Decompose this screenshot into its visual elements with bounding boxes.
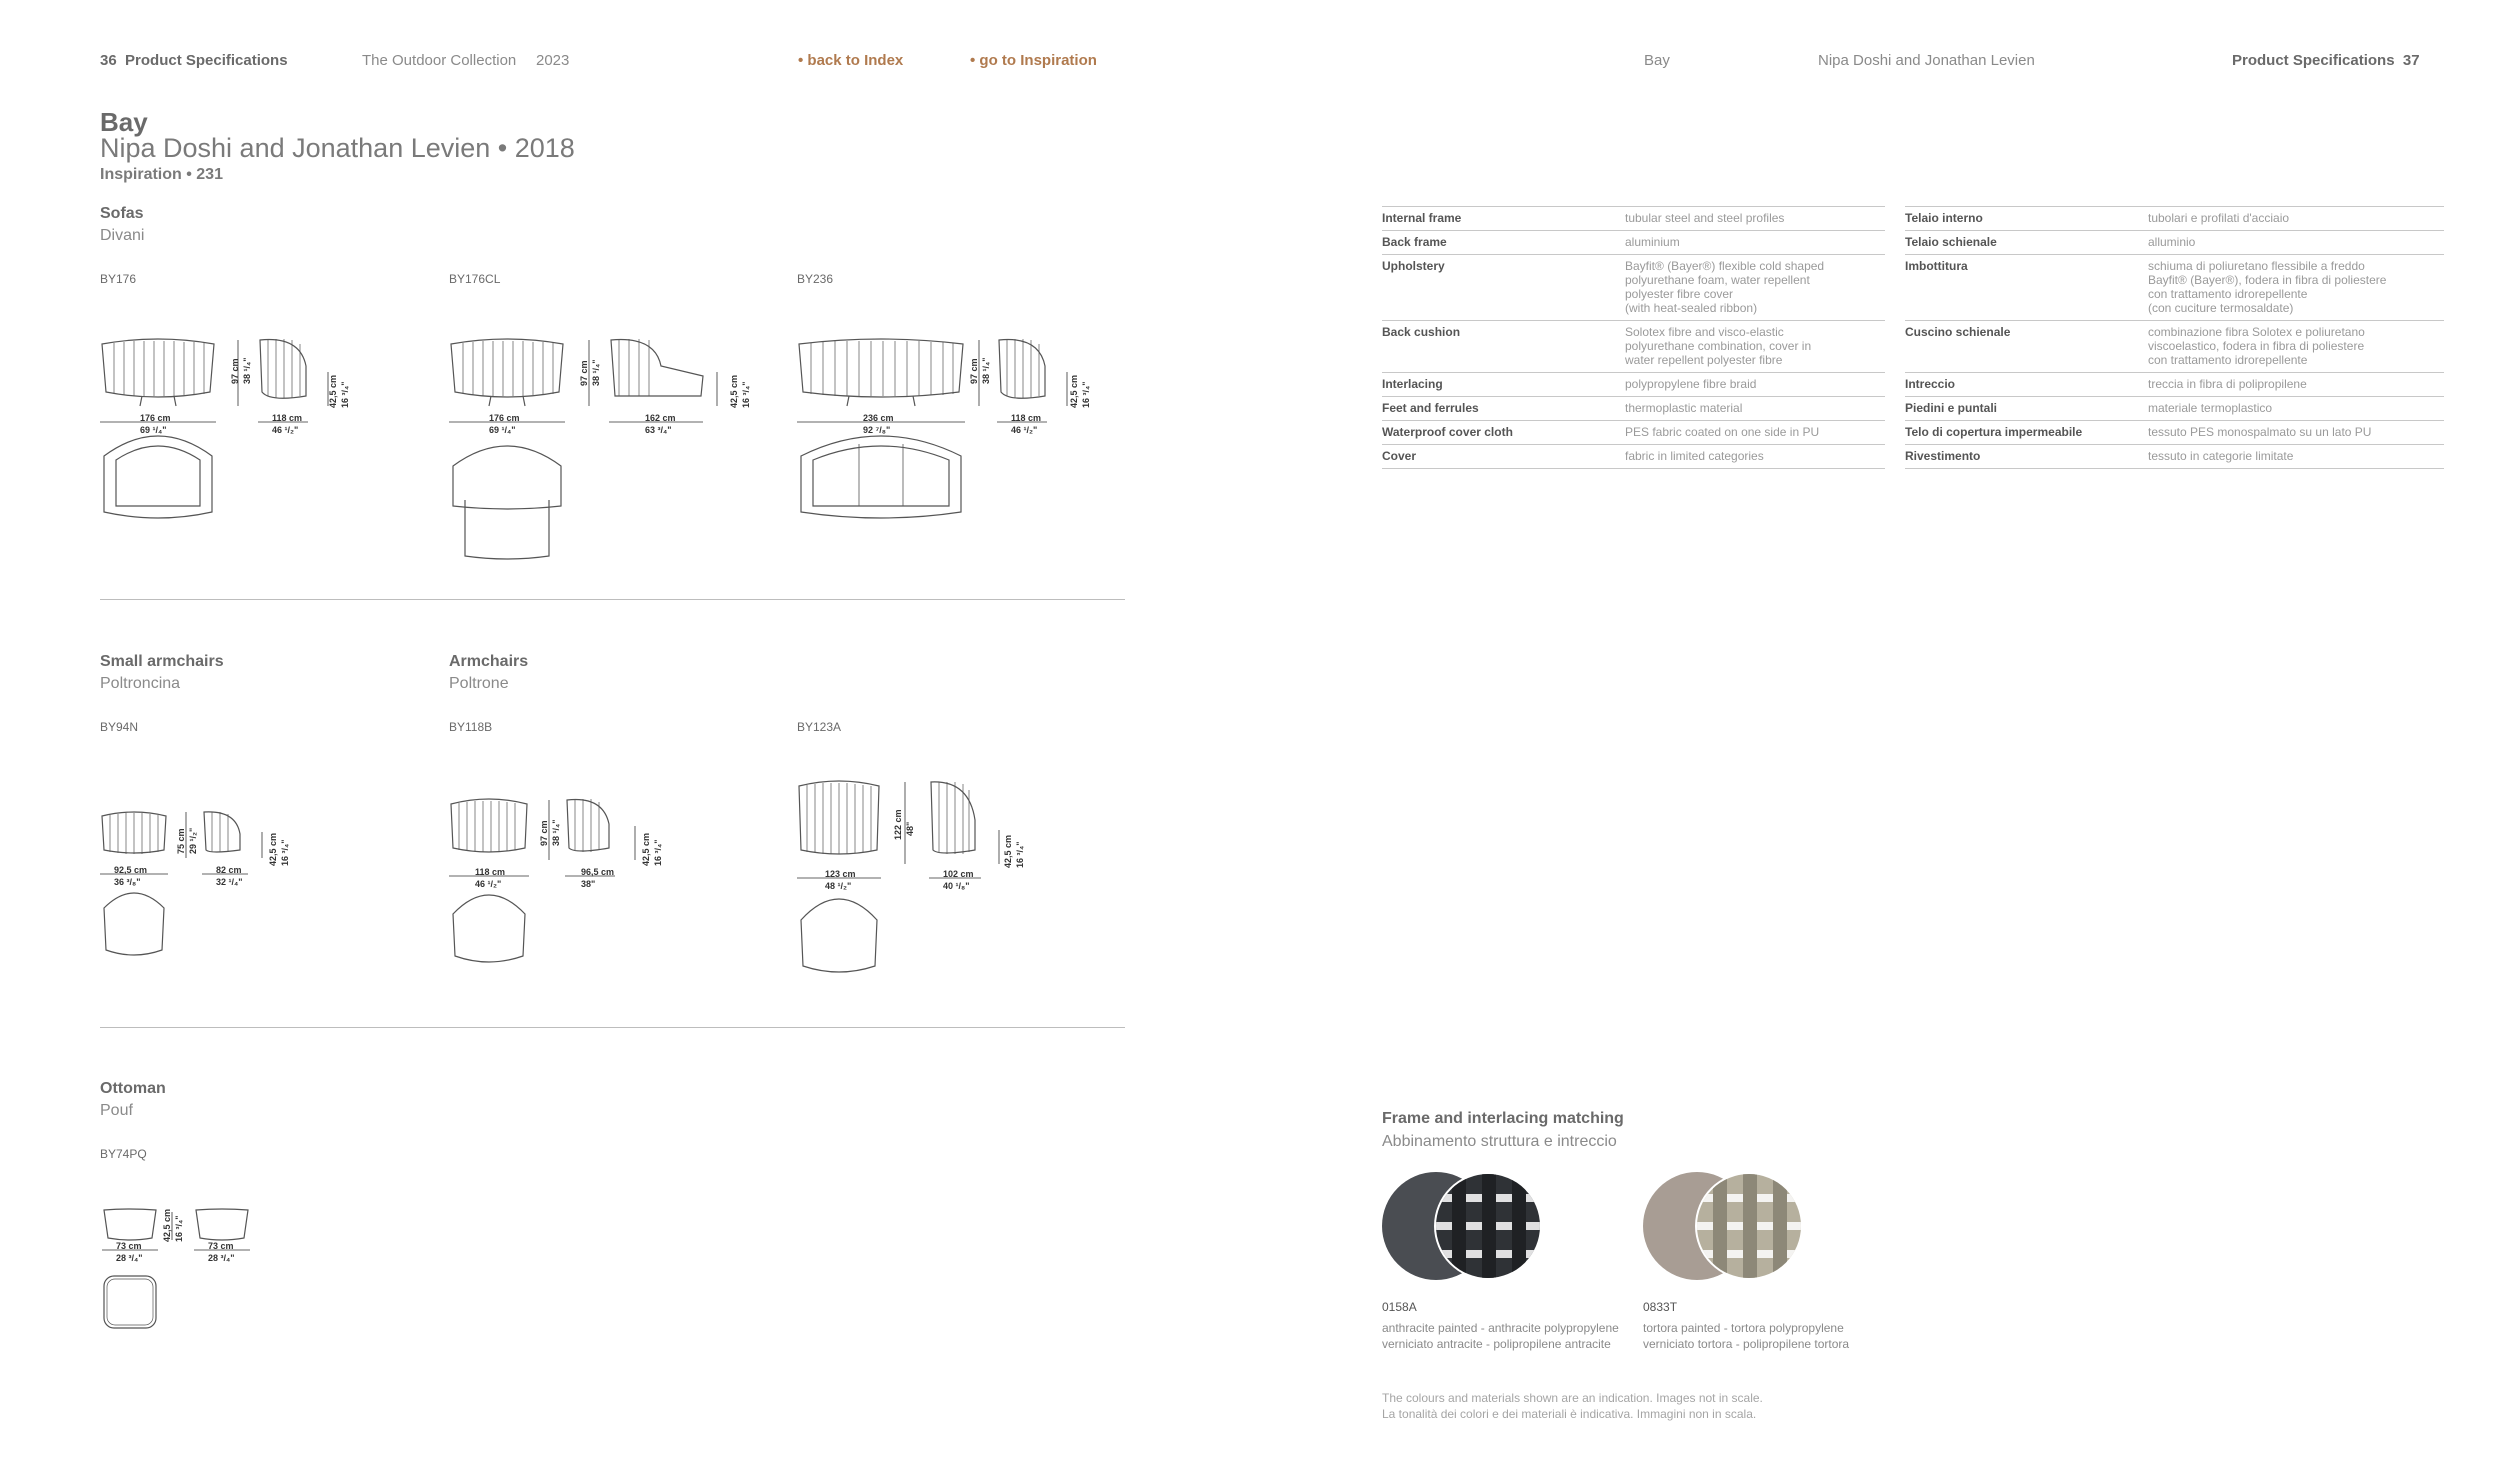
dim-depth: 118 cm xyxy=(272,413,303,423)
swatch-desc-it: verniciato antracite - polipropilene antracite xyxy=(1382,1337,1611,1351)
category-armchairs-it: Poltrone xyxy=(449,675,509,692)
spec-label: Telaio interno xyxy=(1905,211,1983,225)
spec-row xyxy=(1905,255,2444,321)
side-view xyxy=(196,1209,248,1240)
dim-width: 73 cm xyxy=(116,1241,142,1251)
swatch-section-subtitle: Abbinamento struttura e intreccio xyxy=(1382,1133,1617,1150)
dim-width: 92,5 cm xyxy=(114,865,148,875)
spec-value: schiuma di poliuretano flessibile a freddo Bayfit® (Bayer®), fodera in fibra di poliestere con trattamento idrorepellente (con cuciture termosaldate) xyxy=(2148,259,2387,315)
top-view xyxy=(453,446,561,509)
category-armchairs: Armchairs xyxy=(449,653,529,670)
dim-height: 75 cm xyxy=(176,828,186,854)
header-designers: Nipa Doshi and Jonathan Levien xyxy=(1818,52,2035,69)
spec-row xyxy=(1382,373,1885,397)
dim-height: 42,5 cm xyxy=(162,1208,172,1242)
spec-label: Internal frame xyxy=(1382,211,1462,225)
dim-depth-in: 28 ³/₄" xyxy=(208,1253,235,1263)
dim-width-in: 69 ¹/₄" xyxy=(140,425,167,435)
drawing-by176 xyxy=(100,336,390,566)
product-code: BY118B xyxy=(449,720,493,734)
spec-label: Feet and ferrules xyxy=(1382,401,1479,415)
spec-label: Upholstery xyxy=(1382,259,1445,273)
dim-depth-in: 46 ¹/₂" xyxy=(1011,425,1038,435)
spec-label: Rivestimento xyxy=(1905,449,1981,463)
dim-height-in: 38 ¹/₄" xyxy=(242,357,252,384)
dim-seat: 42,5 cm xyxy=(268,832,278,866)
dim-seat: 42,5 cm xyxy=(1069,374,1079,408)
drawing-by123a xyxy=(797,780,1037,980)
product-title: Bay xyxy=(100,107,148,137)
dim-depth-in: 63 ³/₄" xyxy=(645,425,672,435)
spec-value: materiale termoplastico xyxy=(2148,401,2273,415)
dim-height: 97 cm xyxy=(539,820,549,846)
top-view xyxy=(453,895,525,962)
spec-value: tessuto PES monospalmato su un lato PU xyxy=(2148,425,2372,439)
front-view xyxy=(451,339,563,397)
spec-value: alluminio xyxy=(2148,235,2196,249)
front-view xyxy=(799,339,963,397)
go-to-inspiration-link[interactable]: • go to Inspiration xyxy=(970,52,1097,69)
spec-value: combinazione fibra Solotex e poliuretano viscoelastico, fodera in fibra di poliestere con trattamento idrorepellente xyxy=(2148,325,2365,367)
weave-pattern xyxy=(114,341,204,396)
dim-height: 97 cm xyxy=(579,360,589,386)
dim-depth: 73 cm xyxy=(208,1241,234,1251)
spec-value: Solotex fibre and visco-elastic polyurethane combination, cover in water repellent polyester fibre xyxy=(1625,325,1812,367)
spec-value: tubular steel and steel profiles xyxy=(1625,211,1785,225)
category-sofas: Sofas xyxy=(100,205,144,222)
side-view xyxy=(611,340,703,396)
dim-seat-in: 16 ³/₄" xyxy=(1015,841,1025,868)
product-code: BY94N xyxy=(100,720,139,734)
top-view xyxy=(801,899,877,972)
dim-width: 118 cm xyxy=(475,867,506,877)
drawing-by118b xyxy=(449,796,679,976)
category-ottoman: Ottoman xyxy=(100,1080,166,1097)
side-view xyxy=(204,812,240,852)
spec-label: Intreccio xyxy=(1905,377,1956,391)
dim-height-in: 38 ¹/₄" xyxy=(591,359,601,386)
dim-seat-in: 16 ³/₄" xyxy=(653,839,663,866)
spec-value: thermoplastic material xyxy=(1625,401,1743,415)
swatch-tortora xyxy=(1643,1172,1803,1282)
spec-row xyxy=(1382,421,1885,445)
spec-value: PES fabric coated on one side in PU xyxy=(1625,425,1820,439)
spec-row xyxy=(1905,206,2444,231)
swatch-description xyxy=(1382,1320,1619,1352)
dim-width: 123 cm xyxy=(825,869,856,879)
collection-name: The Outdoor Collection xyxy=(362,52,517,69)
swatch-anthracite xyxy=(1382,1172,1542,1282)
dim-depth-in: 46 ¹/₂" xyxy=(272,425,299,435)
spec-label: Back frame xyxy=(1382,235,1447,249)
dim-seat-in: 16 ³/₄" xyxy=(340,381,350,408)
side-view xyxy=(999,340,1045,399)
dim-width-in: 46 ¹/₂" xyxy=(475,879,502,889)
product-code: BY123A xyxy=(797,720,842,734)
drawing-by236 xyxy=(797,336,1127,566)
swatch-section-title: Frame and interlacing matching xyxy=(1382,1110,1624,1127)
dim-seat-in: 16 ³/₄" xyxy=(741,381,751,408)
left-page-header xyxy=(100,52,288,69)
dim-height-in: 48" xyxy=(905,821,915,836)
spec-value: fabric in limited categories xyxy=(1625,449,1764,463)
right-page-header xyxy=(2232,52,2420,69)
dim-seat: 42,5 cm xyxy=(1003,834,1013,868)
dim-depth-in: 32 ¹/₄" xyxy=(216,877,243,887)
dim-height-in: 38 ¹/₄" xyxy=(551,819,561,846)
dim-width-in: 92 ⁷/₈" xyxy=(863,425,891,435)
spec-label: Cuscino schienale xyxy=(1905,325,2011,339)
spec-label: Cover xyxy=(1382,449,1417,463)
category-ottoman-it: Pouf xyxy=(100,1102,133,1119)
section-title: Product Specifications xyxy=(2232,52,2395,69)
dim-depth: 118 cm xyxy=(1011,413,1042,423)
spec-value: Bayfit® (Bayer®) flexible cold shaped polyurethane foam, water repellent polyester fibre cover (with heat-sealed ribbon) xyxy=(1625,259,1825,315)
page-number: 37 xyxy=(2402,52,2420,69)
category-sofas-it: Divani xyxy=(100,227,145,244)
dim-depth-in: 38" xyxy=(581,879,596,889)
side-view xyxy=(567,800,609,852)
spec-row xyxy=(1905,373,2444,397)
front-view xyxy=(102,339,214,397)
section-divider xyxy=(100,1027,1125,1028)
spec-label: Back cushion xyxy=(1382,325,1461,339)
spec-value: tubolari e profilati d'acciaio xyxy=(2148,211,2290,225)
spec-row xyxy=(1905,231,2444,255)
category-small-armchairs: Small armchairs xyxy=(100,653,224,670)
dim-seat: 42,5 cm xyxy=(328,374,338,408)
product-code: BY236 xyxy=(797,272,834,286)
product-code: BY176CL xyxy=(449,272,501,286)
inspiration-reference: Inspiration • 231 xyxy=(100,166,223,183)
dim-seat-in: 16 ³/₄" xyxy=(1081,381,1091,408)
dim-width-in: 69 ¹/₄" xyxy=(489,425,516,435)
spec-row xyxy=(1382,397,1885,421)
dim-seat: 42,5 cm xyxy=(641,832,651,866)
side-view xyxy=(931,782,975,853)
dim-depth-in: 40 ¹/₈" xyxy=(943,881,970,891)
page-number: 36 xyxy=(100,52,117,69)
swatch-code: 0833T xyxy=(1643,1300,1678,1314)
side-view xyxy=(260,340,306,399)
swatch-desc-it: verniciato tortora - polipropilene tortora xyxy=(1643,1337,1850,1351)
swatch-code: 0158A xyxy=(1382,1300,1417,1314)
spec-row xyxy=(1382,231,1885,255)
drawing-by94n xyxy=(100,810,300,970)
dim-depth: 162 cm xyxy=(645,413,676,423)
top-view xyxy=(104,893,164,955)
dim-width: 236 cm xyxy=(863,413,894,423)
spec-row xyxy=(1905,421,2444,445)
section-divider xyxy=(100,599,1125,600)
disclaimer-en: The colours and materials shown are an indication. Images not in scale. xyxy=(1382,1391,1763,1405)
spec-label: Waterproof cover cloth xyxy=(1382,425,1513,439)
spec-label: Telaio schienale xyxy=(1905,235,1997,249)
dim-depth: 82 cm xyxy=(216,865,242,875)
dim-width: 176 cm xyxy=(489,413,520,423)
swatch-desc-en: tortora painted - tortora polypropylene xyxy=(1643,1321,1844,1335)
spec-table-it xyxy=(1905,206,2444,469)
dim-height-in: 29 ¹/₂" xyxy=(188,827,198,854)
spec-row xyxy=(1905,397,2444,421)
dim-width: 176 cm xyxy=(140,413,171,423)
dim-width-in: 28 ³/₄" xyxy=(116,1253,143,1263)
spec-row xyxy=(1382,321,1885,373)
drawing-by176cl xyxy=(449,336,759,566)
spec-table-en xyxy=(1382,206,1885,469)
front-view xyxy=(451,799,527,852)
header-product-name: Bay xyxy=(1644,52,1670,69)
disclaimer-note xyxy=(1382,1390,1763,1422)
drawing-by74pq xyxy=(100,1208,260,1333)
spec-row xyxy=(1905,445,2444,469)
dim-depth: 102 cm xyxy=(943,869,974,879)
dim-width-in: 36 ³/₈" xyxy=(114,877,141,887)
product-code: BY74PQ xyxy=(100,1147,147,1161)
dim-depth: 96,5 cm xyxy=(581,867,615,877)
top-view xyxy=(104,1276,156,1328)
spec-label: Piedini e puntali xyxy=(1905,401,1998,415)
dim-height-in: 16 ³/₄" xyxy=(174,1215,184,1242)
spec-row xyxy=(1382,206,1885,231)
dim-width-in: 48 ¹/₂" xyxy=(825,881,852,891)
dim-height: 97 cm xyxy=(230,358,240,384)
spec-row xyxy=(1382,255,1885,321)
dim-height-in: 38 ¹/₄" xyxy=(981,357,991,384)
category-small-armchairs-it: Poltroncina xyxy=(100,675,181,692)
collection-year: 2023 xyxy=(536,52,570,69)
dim-height: 97 cm xyxy=(969,358,979,384)
spec-label: Telo di copertura impermeabile xyxy=(1905,425,2083,439)
swatch-description xyxy=(1643,1320,1849,1352)
designers-year: Nipa Doshi and Jonathan Levien • 2018 xyxy=(100,133,575,163)
front-view xyxy=(104,1209,156,1240)
spec-label: Imbottitura xyxy=(1905,259,1968,273)
spec-row xyxy=(1905,321,2444,373)
section-title: Product Specifications xyxy=(125,52,288,69)
spec-row xyxy=(1382,445,1885,469)
dim-height: 122 cm xyxy=(893,809,903,840)
dim-seat: 42,5 cm xyxy=(729,374,739,408)
product-code: BY176 xyxy=(100,272,137,286)
spec-value: treccia in fibra di polipropilene xyxy=(2148,377,2307,391)
dim-seat-in: 16 ³/₄" xyxy=(280,839,290,866)
disclaimer-it: La tonalità dei colori e dei materiali è indicativa. Immagini non in scala. xyxy=(1382,1407,1757,1421)
back-to-index-link[interactable]: • back to Index xyxy=(798,52,904,69)
spec-value: aluminium xyxy=(1625,235,1680,249)
spec-value: tessuto in categorie limitate xyxy=(2148,449,2294,463)
swatch-desc-en: anthracite painted - anthracite polypropylene xyxy=(1382,1321,1619,1335)
spec-value: polypropylene fibre braid xyxy=(1625,377,1757,391)
spec-label: Interlacing xyxy=(1382,377,1443,391)
